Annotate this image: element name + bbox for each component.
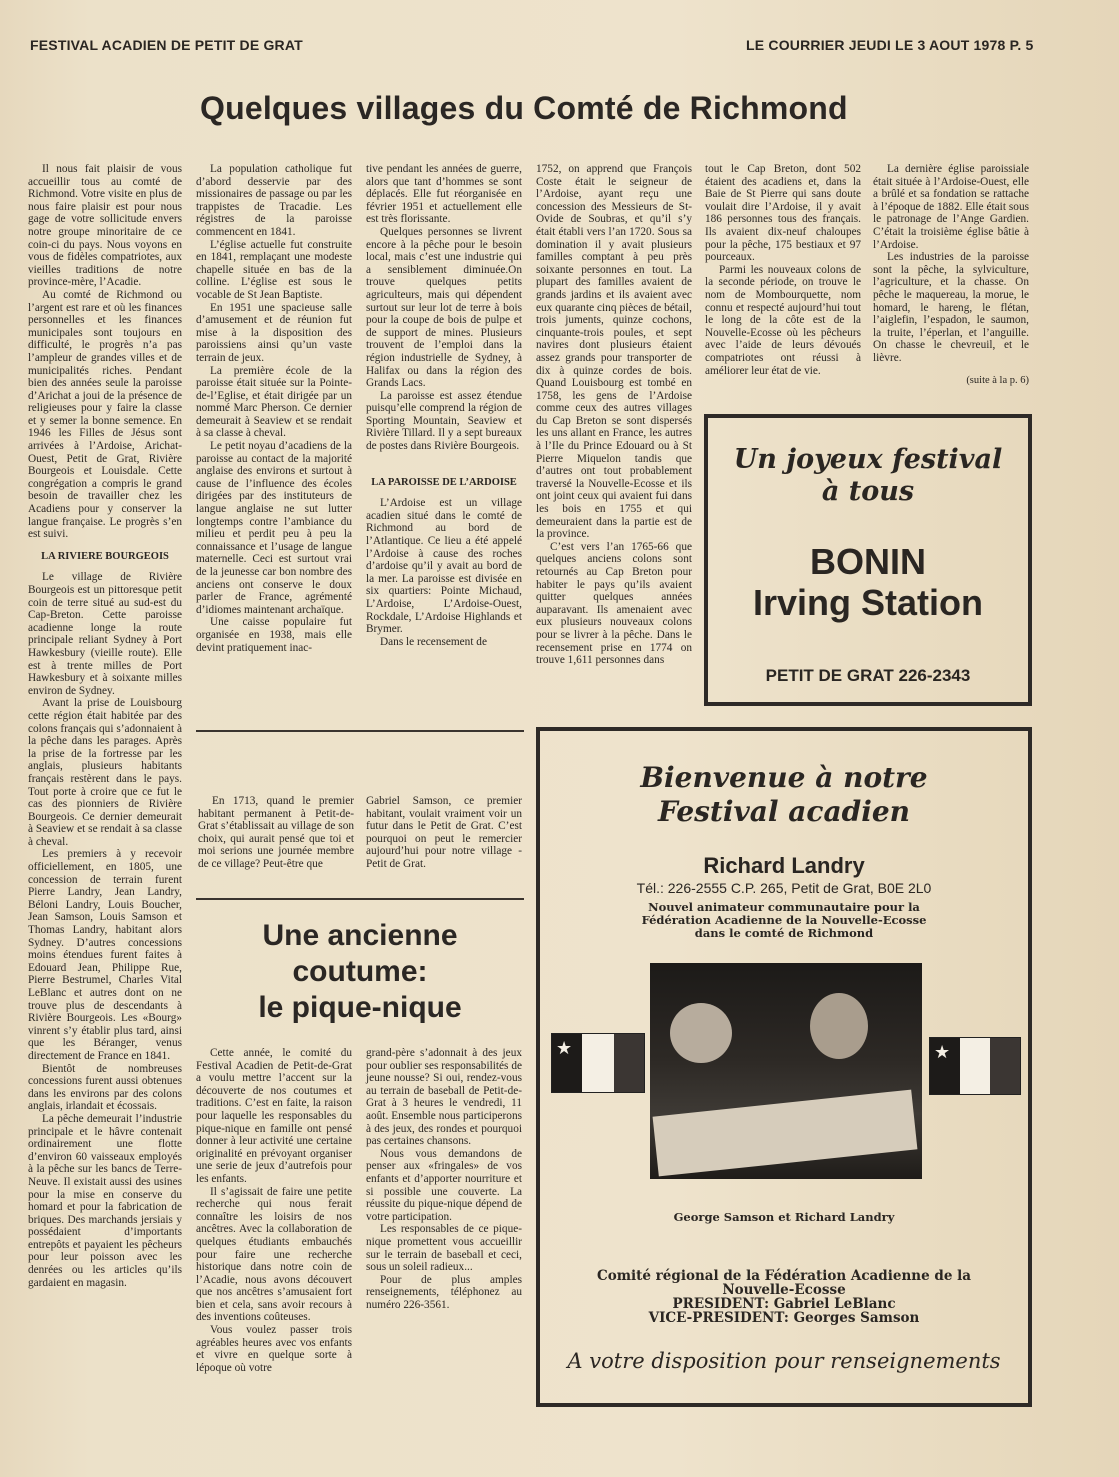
ad-landry-name: Richard Landry xyxy=(703,853,865,878)
header-section-title: FESTIVAL ACADIEN DE PETIT DE GRAT xyxy=(30,37,303,53)
col3-part-a xyxy=(366,163,522,453)
picnic-column-left xyxy=(196,1047,352,1374)
col3-part-b xyxy=(366,497,522,648)
col6-text xyxy=(873,163,1029,365)
rule-middle-top xyxy=(196,730,524,732)
article-column-6 xyxy=(873,163,1029,387)
col5-paragraph-1: tout le Cap Breton, dont 502 étaient des acadiens et, dans la Baie de St Pierre qui sans doute voulait dire l’Ardoise, il y avait 186 personnes tous des français. Ils avaient dix-neuf chaloupes pour la pêche, 175 bestiaux et 97 pourceaux. xyxy=(705,163,861,264)
picnic-right-paragraph-2: Nous vous demandons de penser aux «fringales» de vos enfants et d’apporter nourriture et si possible une couverte. La réussite du pique-nique dépend de votre participation. xyxy=(366,1147,522,1223)
founder-paragraph-2: Gabriel Samson, ce premier habitant, voulait vraiment voir un futur dans le Petit de Grat. C’est pourquoi on peut le remercier aujourd’hui pour notre village - Petit de Grat. xyxy=(366,795,522,870)
founder-paragraph-1: En 1713, quand le premier habitant permanent à Petit-de-Grat s’établissait au village de son choix, qui aurait pensé que toi et moi serions une journée membre de ce village? Peut-être que xyxy=(198,795,354,870)
ad-landry-welcome-1: Bienvenue à notre xyxy=(640,761,928,794)
col2-paragraph-4: La première école de la paroisse était située sur la Pointe-de-l’Eglise, et était dirigée par un nommé Marc Pherson. Ce dernier demeurait à Seaview et se rendait à sa classe à cheval. xyxy=(196,364,352,440)
col3-paragraph-1: tive pendant les années de guerre, alors que tant d’hommes se sont déplacés. Elle fut réorganisée en février 1951 et actuellement elle est très florissante. xyxy=(366,163,522,226)
picnic-right-paragraph-3: Les responsables de ce pique-nique promettent vous accueillir sur le terrain de baseball et ceci, sous un soleil radieux... xyxy=(366,1223,522,1274)
picnic-right-paragraph-4: Pour de plus amples renseignements, téléphonez au numéro 226-3561. xyxy=(366,1273,522,1311)
committee-line-2: Nouvelle-Ecosse xyxy=(722,1282,846,1298)
picnic-headline-2: coutume: xyxy=(292,955,428,988)
article-column-4 xyxy=(536,163,692,667)
col1b-paragraph-3: Les premiers à y recevoir officiellement, en 1805, une concession de terrain furent Pierre Landry, Jean Landry, Béloni Landry, Louis Boucher, Jean Samson, Louis Samson et Thomas Landry, habitant alors Sydney. D’autres concessions moins étendues furent faites à Edouard Jean, Philippe Rue, Pierre Bestrumel, Charles Vital LeBlanc et autres dont on ne trouve plus de descendants à Rivière Bourgeois. Les «Bourg» vinrent s’y établir plus tard, ainsi que les Béranger, venus directement de France en 1841. xyxy=(28,848,182,1062)
ad-landry-tagline: A votre disposition pour renseignements xyxy=(567,1349,1001,1373)
ad-landry-role-3: dans le comté de Richmond xyxy=(694,926,874,940)
col1-paragraph-1: Il nous fait plaisir de vous accueillir tous au comté de Richmond. Votre visite en plus de nous faire plaisir est pour nous gage de votre sollicitude envers notre groupe minoritaire de ce coin-ci du pays. Nous voyons en vous de fidèles compatriotes, aux vieilles traditions de notre province-mère, l’Acadie. xyxy=(28,163,182,289)
header-date-page: LE COURRIER JEUDI LE 3 AOUT 1978 P. 5 xyxy=(746,37,1034,53)
ad-bonin-greeting-1: Un joyeux festival xyxy=(733,444,1003,475)
picnic-left-paragraph-3: Vous voulez passer trois agréables heures avec vos enfants et vivre en quelque sorte à lépoque où votre xyxy=(196,1324,352,1374)
ad-landry-role-1: Nouvel animateur communautaire pour la xyxy=(648,900,920,914)
ad-landry-role-2: Fédération Acadienne de la Nouvelle-Ecosse xyxy=(641,913,927,927)
picnic-right-paragraph-1: grand-père s’adonnait à des jeux pour oublier ses responsabilités de jeune nousse? Si oui, rendez-vous au terrain de baseball de Petit-de-Grat à 3 heures le vendredi, 11 août. Ensemble nous participerons à des jeux, des rondes et pourquoi pas certaines chansons. xyxy=(366,1047,522,1148)
picnic-headline xyxy=(200,918,520,1026)
founder-text-left xyxy=(198,795,354,871)
ad-landry-role xyxy=(540,901,1028,940)
col5-paragraph-2: Parmi les nouveaux colons de la seconde période, on trouve le nom de Mombourquette, nom connu et respecté aujourd’hui tout le long de la côte est de la Nouvelle-Ecosse où les pêcheurs avec l’aide de leurs dévoués compatriotes ont réussi à améliorer leur état de vie. xyxy=(705,263,861,377)
col3-paragraph-3: La paroisse est assez étendue puisqu’elle comprend la région de Sporting Mountain, Seaview et Rivière Tillard. Il y a sept bureaux de postes dans Rivière Bourgeois. xyxy=(366,389,522,453)
article-column-5 xyxy=(705,163,861,377)
rule-middle-bottom xyxy=(196,898,524,900)
col4-paragraph-2: C’est vers l’an 1765-66 que quelques anciens colons sont retournés au Cap Breton pour habiter le pays qu’ils avaient quitter quelques années auparavant. Ils amenaient avec eux plusieurs nouveaux colons pour se livrer à la pêche. Dans le recensement prise en 1774 on trouve 1,611 personnes dans xyxy=(536,540,692,667)
article-column-3 xyxy=(366,163,522,648)
photo-newspaper xyxy=(653,1090,918,1177)
photo-caption: George Samson et Richard Landry xyxy=(673,1210,895,1224)
ad-bonin-name: BONIN xyxy=(810,541,926,582)
acadian-flag-left: ★ xyxy=(551,1033,645,1093)
col1b-paragraph-4: Bientôt de nombreuses concessions furent aussi obtenues dans les environs par des colons anglais, irlandait et écossais. xyxy=(28,1062,182,1113)
committee-vice-president: VICE-PRESIDENT: Georges Samson xyxy=(648,1310,920,1326)
photo-person-left-face xyxy=(670,1003,732,1063)
ad-landry-welcome-2: Festival acadien xyxy=(657,795,910,828)
ad-bonin-phone: PETIT DE GRAT 226-2343 xyxy=(765,666,971,685)
col3b-paragraph-2: Dans le recensement de xyxy=(380,635,487,648)
photo-person-right-face xyxy=(810,993,868,1059)
col2-paragraph-1: La population catholique fut d’abord desservie par des missionaires de passage ou par les trappistes de Tracadie. Les régistres de la paroisse commencent en 1841. xyxy=(196,163,352,238)
subhead-paroisse-ardoise: LA PAROISSE DE L’ARDOISE xyxy=(371,476,517,488)
article-column-1 xyxy=(28,163,182,1289)
ad-bonin-station: Irving Station xyxy=(752,582,983,623)
committee-line-1: Comité régional de la Fédération Acadienne de la xyxy=(597,1268,971,1284)
acadian-flag-right: ★ xyxy=(929,1037,1021,1095)
ad-bonin-greeting-2: à tous xyxy=(821,476,915,507)
col4-paragraph-1: 1752, on apprend que François Coste était le seigneur de l’Ardoise, ayant reçu une concession des Messieurs de St-Ovide de Soubras, et qu’il s’y était établi vers l’an 1720. Sous sa domination il y avait plusieurs familles comptant à peu près soixante personnes en tout. La plupart des familles avaient de grands jardins et ils avaient avec eux quarante cinq pièces de bétail, trois juments, quinze cochons, cinquante-trois poules, et sept navires dont plusieurs étaient assez grands pour transporter de dix à quinze cordes de bois. Quand Louisbourg est tombé en 1758, les gens de l’Ardoise comme ceux des autres villages du Cap Breton se sont dispersés les uns allant en France, les autres à l’Ile du Prince Edouard ou à St Pierre Miquelon tandis que d’autres ont tout probablement traversé la Nouvelle-Ecosse et ils ont joint ceux qui avaient fui dans les bois en 1755 et qui demeuraient dans la partie est de la province. xyxy=(536,163,692,541)
picnic-column-right xyxy=(366,1047,522,1311)
col3-paragraph-2: Quelques personnes se livrent encore à la pêche pour le besoin local, mais c’est une industrie qui a sensiblement diminuée.On trouve quelques petits agriculteurs, mais qui dépendent surtout sur leur lot de terre à bois pour la coupe de bois de pulpe et de support de mines. Plusieurs trouvent de l’emploi dans la région industrielle de Sydney, à Halifax ou dans la région des Grands Lacs. xyxy=(366,225,522,390)
picnic-left-paragraph-2: Il s’agissait de faire une petite recherche qui nous ferait connaître les loisirs de nos ancêtres. Avec la collaboration de quelques étudiants embauchés pour faire une recherche historique dans notre coin de l’Acadie, nous avons découvert que nos ancêtres s’amusaient fort bien et cela, sans avoir recours à des inventions coûteuses. xyxy=(196,1185,352,1324)
picnic-headline-1: Une ancienne xyxy=(262,919,458,952)
col3b-paragraph-1: L’Ardoise est un village acadien situé dans le comté de Richmond au bord de l’Atlantique. Ce lieu a été appelé l’Ardoise à cause des roches d’ardoise qu’il y avait au bord de la mer. La paroisse est divisée en six quartiers: Pointe Michaud, L’Ardoise, L’Ardoise-Ouest, Rockdale, L’Ardoise Highlands et Brymer. xyxy=(366,497,522,636)
col2-paragraph-2: L’église actuelle fut construite en 1841, remplaçant une modeste chapelle située en bas de la colline. L’église est sous le vocable de St Jean Baptiste. xyxy=(196,238,352,301)
picnic-left-paragraph-1: Cette année, le comité du Festival Acadien de Petit-de-Grat a voulu mettre l’accent sur la découverte de nos coutumes et traditions. C’est en faite, la raison pour laquelle les responsables du pique-nique en famille ont pensé donner à leur activité une certaine originalité en prévoyant organiser une serie de jeux d’autrefois pour les enfants. xyxy=(196,1047,352,1185)
picnic-headline-3: le pique-nique xyxy=(258,991,462,1024)
col1-part-a xyxy=(28,163,182,541)
continued-note: (suite à la p. 6) xyxy=(966,374,1029,386)
col2-paragraph-6: Une caisse populaire fut organisée en 1938, mais elle devint pratiquement inac- xyxy=(196,616,352,654)
col1-part-b xyxy=(28,571,182,1289)
subhead-riviere-bourgeois: LA RIVIERE BOURGEOIS xyxy=(41,550,169,562)
col1b-paragraph-2: Avant la prise de Louisbourg cette région était habitée par des colons français qui s’adonnaient à la pêche dans les parages. Après la prise de la fortresse par les anglais, plusieurs habitants français restèrent dans le pays. Tout porte à croire que ce fut le cas des pionniers de Rivière Bourgeois. Ce dernier demeurait à Seaview et se rendait à sa classe à cheval. xyxy=(28,697,182,848)
col1b-paragraph-1: Le village de Rivière Bourgeois est un pittoresque petit coin de terre situé au sud-est du Cap-Breton. Cette paroisse acadienne longe la route principale reliant Sydney à Port Hawkesbury (vieille route). Elle est à trente milles de Port Hawkesbury et à soixante milles environ de Sydney. xyxy=(28,571,182,697)
ad-landry-committee xyxy=(540,1269,1028,1325)
col6-paragraph-2: Les industries de la paroisse sont la pêche, la sylviculture, l’agriculture, et la chasse. On pêche le maquereau, la morue, le homard, le hareng, le flétan, l’aiglefin, l’espadon, le saumon, la truite, l’éperlan, et l’anguille. On chasse le chevreuil, et le lièvre. xyxy=(873,251,1029,364)
col2-paragraph-5: Le petit noyau d’acadiens de la paroisse au contact de la majorité anglaise des environs et surtout à cause de l’influence des écoles dirigées par des instituteurs de langue anglaise ne sut lutter longtemps contre l’ambiance du milieu et perdit peu à peu la connaissance et l’usage de langue maternelle. Ceci est surtout vrai de la jeunesse car bon nombre des anciens ont conserve le doux parler de France, agrémenté d’idiomes maintenant archaïque. xyxy=(196,440,352,616)
founder-text-right xyxy=(366,795,522,871)
photo-samson-landry xyxy=(650,963,922,1179)
main-headline: Quelques villages du Comté de Richmond xyxy=(200,90,848,126)
col1b-paragraph-5: La pêche demeurait l’industrie principale et le hâvre contenait ordinairement une flotte d’environ 60 vaisseaux employés à la pêche sur les bancs de Terre-Neuve. Il existait aussi des usines pour la mise en conserve du homard et pour la fabrication de briques. Des marchands jersiais y possédaient d’importants entrepôts et payaient les pêcheurs pour leur poisson avec les denrées ou les articles qu’ils gardaient en magasin. xyxy=(28,1112,182,1289)
ad-landry-contact: Tél.: 226-2555 C.P. 265, Petit de Grat, B0E 2L0 xyxy=(636,880,932,896)
col1-paragraph-2: Au comté de Richmond ou l’argent est rare et où les finances personnelles et les finances municipales sont toujours en difficulté, le progrès n’a pas l’ampleur de grandes villes et de municipalités riches. Pendant bien des années seule la paroisse d’Arichat a joui de la présence de religieuses pour y faire la classe et y semer la bonne semence. En 1946 les Filles de Jésus sont arrivées à l’Ardoise, Arichat-Ouest, Petit de Grat, Rivière Bourgeois et Louisdale. Cette congrégation a compris le grand besoin de travailler chez les Acadiens pour y conserver la langue française. Le progrès s’en est suivi. xyxy=(28,288,182,541)
article-column-2 xyxy=(196,163,352,654)
col2-paragraph-3: En 1951 une spacieuse salle d’amusement et de réunion fut mise à la disposition des paroissiens ainsi qu’un vaste terrain de jeux. xyxy=(196,301,352,364)
ad-bonin-irving xyxy=(704,414,1032,706)
col6-paragraph-1: La dernière église paroissiale était située à l’Ardoise-Ouest, elle a brûlé et sa fondation se rattache à l’époque de 1882. Elle était sous le patronage de l’Ange Gardien. C’était la troisième église bâtie à l’Ardoise. xyxy=(873,163,1029,251)
committee-president: PRESIDENT: Gabriel LeBlanc xyxy=(672,1296,896,1312)
